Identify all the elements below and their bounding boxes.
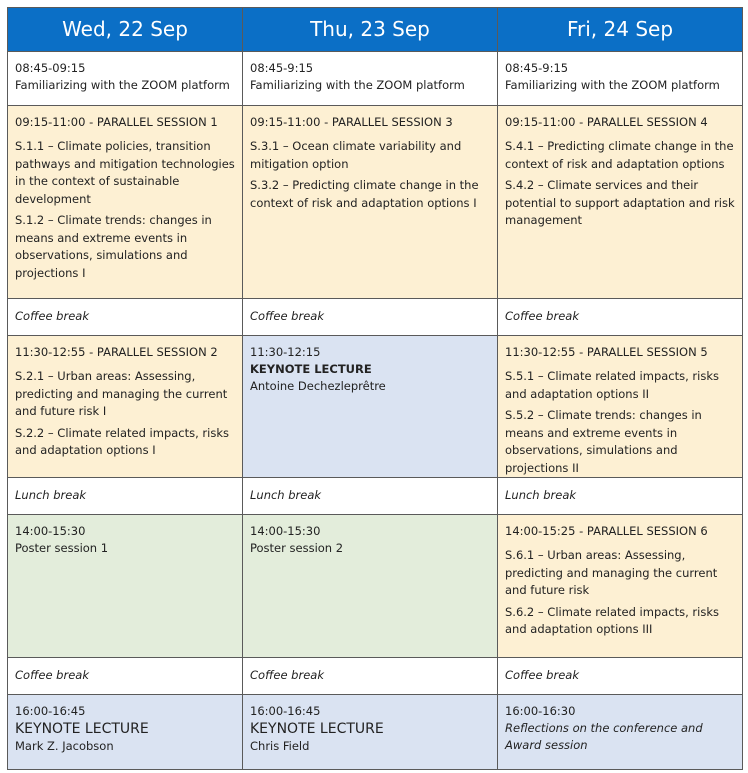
lunch-break-row [8, 478, 743, 515]
session-item: S.1.2 – Climate trends: changes in means and extreme events in observations, simulations and projections I [15, 213, 212, 280]
closing-cell-fri [498, 695, 743, 770]
slot-time: 08:45-09:15 [15, 61, 86, 75]
session-header: 09:15-11:00 - PARALLEL SESSION 1 [15, 115, 218, 129]
keynote-label: KEYNOTE LECTURE [250, 362, 372, 376]
slot-time: 08:45-9:15 [505, 61, 569, 75]
session-header: 11:30-12:55 - PARALLEL SESSION 5 [505, 345, 708, 359]
poster-title: Poster session 1 [15, 541, 109, 555]
lunch-break: Lunch break [8, 478, 243, 515]
session-b-row [8, 336, 743, 478]
poster-time: 14:00-15:30 [15, 524, 86, 538]
session-c-row [8, 515, 743, 658]
keynote-time: 16:00-16:45 [15, 704, 86, 718]
day-header-fri: Fri, 24 Sep [498, 8, 743, 52]
session-item: S.3.2 – Predicting climate change in the context of risk and adaptation options I [250, 178, 479, 210]
intro-cell-wed [8, 52, 243, 106]
schedule-table [7, 7, 743, 770]
slot-time: 08:45-9:15 [250, 61, 314, 75]
intro-cell-fri [498, 52, 743, 106]
session-item: S.6.1 – Urban areas: Assessing, predicting and managing the current and future risk [505, 548, 718, 597]
poster-title: Poster session 2 [250, 541, 344, 555]
keynote-speaker: Mark Z. Jacobson [15, 739, 114, 753]
session-cell-fri [498, 336, 743, 478]
slot-title: Familiarizing with the ZOOM platform [250, 78, 465, 92]
slot-title: Familiarizing with the ZOOM platform [505, 78, 720, 92]
lunch-break: Lunch break [243, 478, 498, 515]
keynote-time: 11:30-12:15 [250, 345, 321, 359]
lunch-break: Lunch break [498, 478, 743, 515]
coffee-break: Coffee break [8, 299, 243, 336]
session-item: S.2.1 – Urban areas: Assessing, predicting and managing the current and future risk I [15, 369, 228, 418]
closing-title: Reflections on the conference and Award session [505, 721, 703, 752]
coffee-break: Coffee break [243, 658, 498, 695]
session-header: 11:30-12:55 - PARALLEL SESSION 2 [15, 345, 218, 359]
keynote-cell-thu [243, 336, 498, 478]
keynote-label: KEYNOTE LECTURE [15, 721, 149, 737]
keynote-speaker: Antoine Dechezleprêtre [250, 379, 386, 393]
session-item: S.4.1 – Predicting climate change in the context of risk and adaptation options [505, 139, 734, 171]
keynote-label: KEYNOTE LECTURE [250, 721, 384, 737]
intro-cell-thu [243, 52, 498, 106]
session-item: S.3.1 – Ocean climate variability and mitigation option [250, 139, 462, 171]
session-item: S.2.2 – Climate related impacts, risks and adaptation options I [15, 425, 229, 457]
day-header-row [8, 8, 743, 52]
session-header: 14:00-15:25 - PARALLEL SESSION 6 [505, 524, 708, 538]
session-cell-wed [8, 336, 243, 478]
keynote-cell-thu [243, 695, 498, 770]
day-header-thu: Thu, 23 Sep [243, 8, 498, 52]
session-cell-fri [498, 106, 743, 299]
coffee-break: Coffee break [498, 299, 743, 336]
final-row [8, 695, 743, 770]
session-item: S.5.2 – Climate trends: changes in means and extreme events in observations, simulations and projections II [505, 408, 702, 475]
session-item: S.6.2 – Climate related impacts, risks and adaptation options III [505, 604, 719, 636]
coffee-break-row-1 [8, 299, 743, 336]
session-cell-thu [243, 106, 498, 299]
session-item: S.5.1 – Climate related impacts, risks and adaptation options II [505, 369, 719, 401]
session-a-row [8, 106, 743, 299]
day-header-wed: Wed, 22 Sep [8, 8, 243, 52]
session-item: S.4.2 – Climate services and their potential to support adaptation and risk management [505, 178, 735, 227]
session-item: S.1.1 – Climate policies, transition pathways and mitigation technologies in the context of sustainable development [15, 139, 235, 206]
keynote-speaker: Chris Field [250, 739, 310, 753]
coffee-break: Coffee break [243, 299, 498, 336]
keynote-time: 16:00-16:45 [250, 704, 321, 718]
session-cell-wed [8, 106, 243, 299]
session-header: 09:15-11:00 - PARALLEL SESSION 3 [250, 115, 453, 129]
coffee-break: Coffee break [498, 658, 743, 695]
intro-row [8, 52, 743, 106]
coffee-break: Coffee break [8, 658, 243, 695]
poster-cell-wed [8, 515, 243, 658]
keynote-cell-wed [8, 695, 243, 770]
slot-title: Familiarizing with the ZOOM platform [15, 78, 230, 92]
poster-time: 14:00-15:30 [250, 524, 321, 538]
coffee-break-row-2 [8, 658, 743, 695]
poster-cell-thu [243, 515, 498, 658]
session-header: 09:15-11:00 - PARALLEL SESSION 4 [505, 115, 708, 129]
session-cell-fri [498, 515, 743, 658]
closing-time: 16:00-16:30 [505, 704, 576, 718]
